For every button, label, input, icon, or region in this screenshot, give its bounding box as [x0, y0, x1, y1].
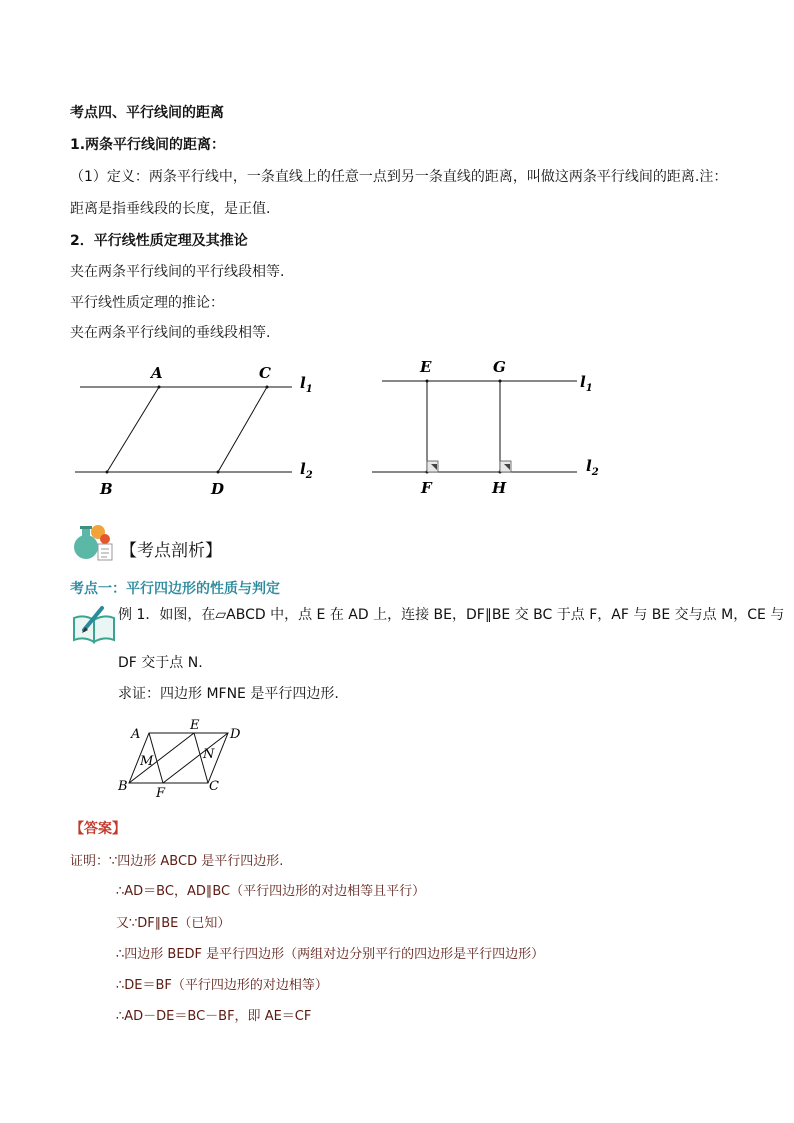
label-F: F	[421, 479, 432, 497]
label-l2: $l_2$	[300, 460, 313, 481]
definition-line-2: 距离是指垂线段的长度，是正值.	[70, 201, 271, 217]
flask-icon	[72, 520, 118, 562]
label-G: G	[493, 358, 506, 376]
label-l1: $l_1$	[580, 373, 593, 394]
analysis-heading: 【考点剖析】	[120, 541, 222, 561]
topic-title: 考点一：平行四边形的性质与判定	[70, 581, 280, 597]
figure-parallelogram	[115, 715, 245, 800]
example-line-2: DF 交于点 N.	[118, 655, 203, 671]
label-D: D	[211, 480, 225, 498]
answer-line: 证明：∵四边形 ABCD 是平行四边形.	[70, 854, 284, 869]
definition-line-1: （1）定义：两条平行线中，一条直线上的任意一点到另一条直线的距离，叫做这两条平行线间的距离.注：	[70, 169, 728, 185]
example-line-3: 求证：四边形 MFNE 是平行四边形.	[118, 686, 339, 702]
section-title: 考点四、平行线间的距离	[70, 105, 224, 121]
label-l1: $l_1$	[300, 374, 313, 395]
label-B: B	[100, 480, 113, 498]
answer-tag: 【答案】	[70, 821, 126, 837]
property-line-2: 平行线性质定理的推论：	[70, 295, 224, 311]
label-E: E	[190, 718, 200, 733]
label-E: E	[420, 358, 432, 376]
label-B: B	[118, 779, 128, 794]
label-C: C	[259, 364, 271, 382]
subheading-theorem: 2．平行线性质定理及其推论	[70, 233, 248, 249]
example-line-1	[118, 604, 784, 624]
book-pen-icon	[70, 604, 120, 644]
label-C: C	[209, 779, 219, 794]
label-F: F	[156, 786, 166, 800]
label-A: A	[151, 364, 163, 382]
label-D: D	[230, 727, 241, 742]
subheading-distance: 1.两条平行线间的距离：	[70, 137, 226, 153]
answer-line: ∴DE＝BF（平行四边形的对边相等）	[116, 978, 328, 993]
answer-line: 又∵DF∥BE（已知）	[116, 916, 231, 931]
figure-parallel-segments	[70, 355, 330, 500]
label-H: H	[492, 479, 507, 497]
parallelogram-symbol: ▱	[215, 607, 227, 623]
property-line-1: 夹在两条平行线间的平行线段相等.	[70, 264, 285, 280]
example-prefix: 例 1．如图，在	[118, 607, 216, 623]
figure-perpendicular-segments	[365, 350, 615, 500]
label-N: N	[203, 747, 215, 762]
answer-line: ∴四边形 BEDF 是平行四边形（两组对边分别平行的四边形是平行四边形）	[116, 947, 545, 962]
property-line-3: 夹在两条平行线间的垂线段相等.	[70, 325, 271, 341]
label-M: M	[140, 754, 154, 769]
example-statement: ABCD 中，点 E 在 AD 上，连接 BE，DF∥BE 交 BC 于点 F，AF 与 BE 交与点 M，CE 与	[226, 607, 785, 623]
label-A: A	[131, 727, 141, 742]
answer-line: ∴AD－DE＝BC－BF，即 AE＝CF	[116, 1009, 312, 1024]
answer-line: ∴AD＝BC，AD∥BC（平行四边形的对边相等且平行）	[116, 884, 426, 899]
label-l2: $l_2$	[586, 457, 599, 478]
